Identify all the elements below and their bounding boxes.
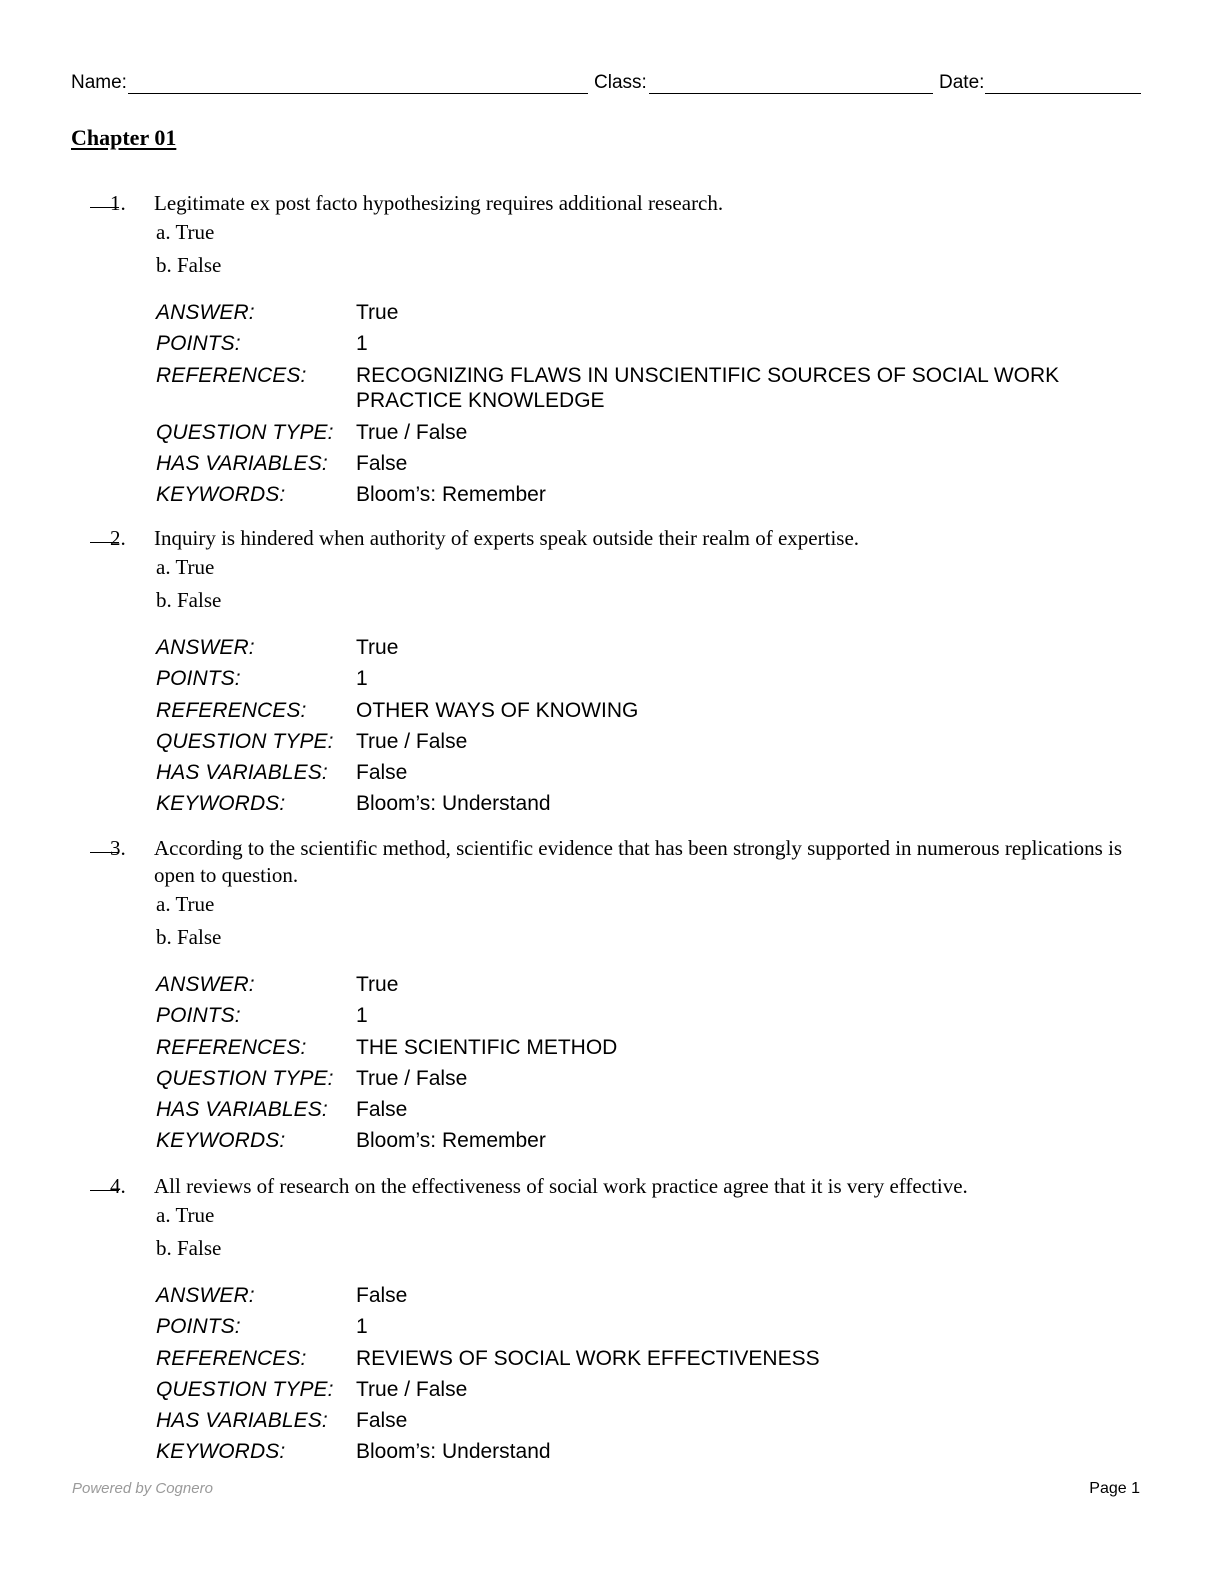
options-list [156,891,221,957]
name-field-line[interactable] [128,93,588,94]
answer-value: True [356,973,399,996]
option-true: a. True [156,555,215,579]
keywords-value: Bloom’s: Remember [356,483,546,507]
points-label: POINTS: [156,1004,241,1028]
references-value: THE SCIENTIFIC METHOD [356,1035,618,1059]
points-label: POINTS: [156,667,241,691]
points-value: 1 [356,1004,368,1028]
option-true: a. True [156,892,215,916]
page-number: Page 1 [1089,1480,1140,1497]
question-text: According to the scientific method, scientific evidence that has been strongly supported in numerous replications is open to question. [154,836,1123,887]
options-list [156,554,221,620]
answer-value: True [356,636,399,659]
answer-value: False [356,1284,408,1307]
references-label: REFERENCES: [156,1035,307,1059]
question-type-label: QUESTION TYPE: [156,1377,334,1401]
has-variables-label: HAS VARIABLES: [156,451,328,475]
answer-label: ANSWER: [156,1284,255,1307]
points-value: 1 [356,332,368,356]
question-number: 3. [110,836,126,860]
references-value: OTHER WAYS OF KNOWING [356,698,639,722]
question-type-label: QUESTION TYPE: [156,729,334,753]
has-variables-label: HAS VARIABLES: [156,761,328,785]
references-label: REFERENCES: [156,1346,307,1370]
question-stem [110,835,1142,889]
option-true: a. True [156,220,215,244]
question-stem [110,525,1132,552]
question-text: Inquiry is hindered when authority of experts speak outside their realm of expertise. [154,526,860,550]
question-number: 1. [110,191,126,215]
answer-label: ANSWER: [156,973,255,996]
references-value: RECOGNIZING FLAWS IN UNSCIENTIFIC SOURCES OF SOCIAL WORK PRACTICE KNOWLEDGE [356,363,1060,412]
class-field-line[interactable] [649,93,933,94]
keywords-label: KEYWORDS: [156,1129,286,1153]
question-text: All reviews of research on the effectiveness of social work practice agree that it is very effective. [154,1174,968,1198]
keywords-label: KEYWORDS: [156,483,286,507]
has-variables-value: False [356,1098,408,1122]
answer-label: ANSWER: [156,636,255,659]
references-value: REVIEWS OF SOCIAL WORK EFFECTIVENESS [356,1346,820,1370]
keywords-label: KEYWORDS: [156,1440,286,1464]
answer-metadata [156,1283,1116,1471]
has-variables-value: False [356,451,408,475]
options-list [156,219,221,285]
keywords-value: Bloom’s: Understand [356,792,551,816]
question-type-label: QUESTION TYPE: [156,420,334,444]
answer-metadata [156,972,1116,1160]
question-number: 4. [110,1174,126,1198]
option-false: b. False [156,925,222,949]
question-stem [110,1173,1132,1200]
keywords-value: Bloom’s: Remember [356,1129,546,1153]
option-false: b. False [156,1236,222,1260]
points-label: POINTS: [156,332,241,356]
date-label: Date: [939,72,985,93]
answer-value: True [356,301,399,324]
references-label: REFERENCES: [156,698,307,722]
date-field-line[interactable] [985,93,1141,94]
question-type-value: True / False [356,1066,468,1090]
options-list [156,1202,221,1268]
option-true: a. True [156,1203,215,1227]
chapter-title: Chapter 01 [71,125,177,150]
question-type-value: True / False [356,420,468,444]
points-value: 1 [356,1315,368,1339]
references-label: REFERENCES: [156,363,307,387]
option-false: b. False [156,588,222,612]
class-label: Class: [594,72,647,93]
student-info-header [71,72,1141,98]
has-variables-value: False [356,1409,408,1433]
has-variables-label: HAS VARIABLES: [156,1098,328,1122]
answer-metadata [156,635,1116,823]
points-value: 1 [356,667,368,691]
keywords-label: KEYWORDS: [156,792,286,816]
option-false: b. False [156,253,222,277]
question-type-label: QUESTION TYPE: [156,1066,334,1090]
question-text: Legitimate ex post facto hypothesizing requires additional research. [154,191,724,215]
question-type-value: True / False [356,1377,468,1401]
powered-by-footer: Powered by Cognero [72,1480,213,1497]
question-stem [110,190,1132,217]
keywords-value: Bloom’s: Understand [356,1440,551,1464]
question-number: 2. [110,526,126,550]
question-type-value: True / False [356,729,468,753]
points-label: POINTS: [156,1315,241,1339]
has-variables-label: HAS VARIABLES: [156,1409,328,1433]
answer-metadata [156,300,1116,513]
answer-label: ANSWER: [156,301,255,324]
has-variables-value: False [356,761,408,785]
name-label: Name: [71,72,127,93]
